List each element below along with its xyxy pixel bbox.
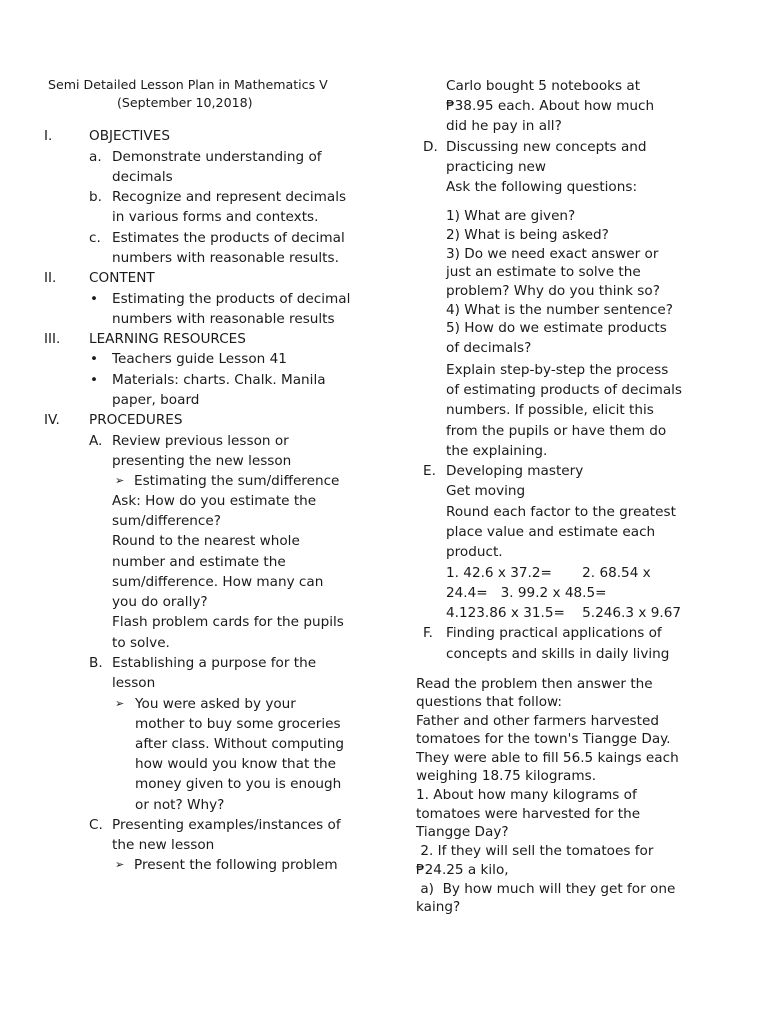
- problem-line: 1. About how many kilograms of: [416, 787, 637, 803]
- problem-line: a) By how much will they get for one: [416, 881, 676, 897]
- content-line2: numbers with reasonable results: [112, 311, 335, 327]
- procedure-a-sub: Estimating the sum/difference: [134, 473, 340, 489]
- text-line: place value and estimate each: [446, 524, 656, 540]
- question-line: 5) How do we estimate products: [446, 320, 667, 336]
- exercise-line: 1. 42.6 x 37.2= 2. 68.54 x: [446, 565, 651, 581]
- procedure-c-sub: Present the following problem: [134, 857, 338, 873]
- text-line: to solve.: [112, 635, 170, 651]
- list-marker: c.: [89, 230, 101, 246]
- text-line: Get moving: [446, 483, 526, 499]
- text-line: or not? Why?: [135, 797, 225, 813]
- objective-b-line1: Recognize and represent decimals: [112, 189, 347, 205]
- section-heading-procedures: PROCEDURES: [89, 412, 183, 428]
- question-line: of decimals?: [446, 340, 532, 356]
- text-line: mother to buy some groceries: [135, 716, 341, 732]
- question-line: 3) Do we need exact answer or: [446, 246, 659, 262]
- procedure-e-line1: Developing mastery: [446, 463, 584, 479]
- text-line: Round each factor to the greatest: [446, 504, 676, 520]
- procedure-d-line1: Discussing new concepts and: [446, 139, 647, 155]
- content-line1: Estimating the products of decimal: [112, 291, 351, 307]
- list-marker: a.: [89, 149, 102, 165]
- question-line: just an estimate to solve the: [446, 264, 641, 280]
- text-line: how would you know that the: [135, 756, 336, 772]
- arrow-bullet-icon: ➢: [115, 858, 125, 871]
- list-marker: B.: [89, 655, 103, 671]
- arrow-bullet-icon: ➢: [115, 474, 125, 487]
- doc-title: Semi Detailed Lesson Plan in Mathematics V: [48, 77, 328, 92]
- doc-date: (September 10,2018): [117, 95, 253, 110]
- problem-line: ₱24.25 a kilo,: [416, 862, 509, 878]
- list-marker: C.: [89, 817, 103, 833]
- text-line: did he pay in all?: [446, 118, 562, 134]
- problem-line: tomatoes for the town's Tiangge Day.: [416, 731, 671, 747]
- section-heading-resources: LEARNING RESOURCES: [89, 331, 246, 347]
- objective-b-line2: in various forms and contexts.: [112, 209, 319, 225]
- procedure-b-line2: lesson: [112, 675, 156, 691]
- section-heading-content: CONTENT: [89, 270, 155, 286]
- list-marker: b.: [89, 189, 102, 205]
- resource-line1: Teachers guide Lesson 41: [112, 351, 287, 367]
- resource-line2: Materials: charts. Chalk. Manila: [112, 372, 326, 388]
- section-number: IV.: [44, 412, 60, 428]
- procedure-c-line1: Presenting examples/instances of: [112, 817, 341, 833]
- bullet: •: [90, 351, 99, 367]
- text-line: from the pupils or have them do: [446, 423, 667, 439]
- section-number: I.: [44, 128, 53, 144]
- resource-line3: paper, board: [112, 392, 200, 408]
- text-line: after class. Without computing: [135, 736, 344, 752]
- text-line: number and estimate the: [112, 554, 286, 570]
- objective-a-line1: Demonstrate understanding of: [112, 149, 322, 165]
- problem-line: Father and other farmers harvested: [416, 713, 659, 729]
- text-line: product.: [446, 544, 503, 560]
- problem-line: questions that follow:: [416, 694, 562, 710]
- text-line: money given to you is enough: [135, 776, 342, 792]
- text-line: sum/difference?: [112, 513, 221, 529]
- text-line: ₱38.95 each. About how much: [446, 98, 655, 114]
- bullet: •: [90, 291, 99, 307]
- text-line: of estimating products of decimals: [446, 382, 683, 398]
- procedure-f-line2: concepts and skills in daily living: [446, 646, 670, 662]
- procedure-a-line1: Review previous lesson or: [112, 433, 289, 449]
- procedure-b-line1: Establishing a purpose for the: [112, 655, 317, 671]
- procedure-d-line2: practicing new: [446, 159, 547, 175]
- section-number: III.: [44, 331, 61, 347]
- problem-line: weighing 18.75 kilograms.: [416, 768, 597, 784]
- procedure-d-line3: Ask the following questions:: [446, 179, 638, 195]
- problem-line: tomatoes were harvested for the: [416, 806, 641, 822]
- text-line: Ask: How do you estimate the: [112, 493, 317, 509]
- bullet: •: [90, 372, 99, 388]
- text-line: Flash problem cards for the pupils: [112, 614, 344, 630]
- arrow-bullet-icon: ➢: [115, 697, 125, 710]
- problem-line: Read the problem then answer the: [416, 676, 653, 692]
- objective-a-line2: decimals: [112, 169, 173, 185]
- question-line: 2) What is being asked?: [446, 227, 609, 243]
- procedure-a-line2: presenting the new lesson: [112, 453, 292, 469]
- question-line: problem? Why do you think so?: [446, 283, 660, 299]
- objective-c-line2: numbers with reasonable results.: [112, 250, 339, 266]
- text-line: the explaining.: [446, 443, 548, 459]
- objective-c-line1: Estimates the products of decimal: [112, 230, 345, 246]
- list-marker: D.: [423, 139, 438, 155]
- problem-line: 2. If they will sell the tomatoes for: [416, 843, 654, 859]
- question-line: 1) What are given?: [446, 208, 576, 224]
- list-marker: F.: [423, 625, 433, 641]
- problem-line: kaing?: [416, 899, 461, 915]
- procedure-f-line1: Finding practical applications of: [446, 625, 662, 641]
- exercise-line: 4.123.86 x 31.5= 5.246.3 x 9.67: [446, 605, 682, 621]
- list-marker: A.: [89, 433, 103, 449]
- question-line: 4) What is the number sentence?: [446, 302, 673, 318]
- text-line: numbers. If possible, elicit this: [446, 402, 654, 418]
- text-line: Round to the nearest whole: [112, 533, 300, 549]
- section-heading-objectives: OBJECTIVES: [89, 128, 170, 144]
- text-line: Carlo bought 5 notebooks at: [446, 78, 641, 94]
- text-line: you do orally?: [112, 594, 208, 610]
- text-line: sum/difference. How many can: [112, 574, 324, 590]
- text-line: You were asked by your: [135, 696, 296, 712]
- section-number: II.: [44, 270, 57, 286]
- list-marker: E.: [423, 463, 436, 479]
- procedure-c-line2: the new lesson: [112, 837, 215, 853]
- problem-line: They were able to fill 56.5 kaings each: [416, 750, 679, 766]
- problem-line: Tiangge Day?: [416, 824, 509, 840]
- text-line: Explain step-by-step the process: [446, 362, 669, 378]
- exercise-line: 24.4= 3. 99.2 x 48.5=: [446, 585, 607, 601]
